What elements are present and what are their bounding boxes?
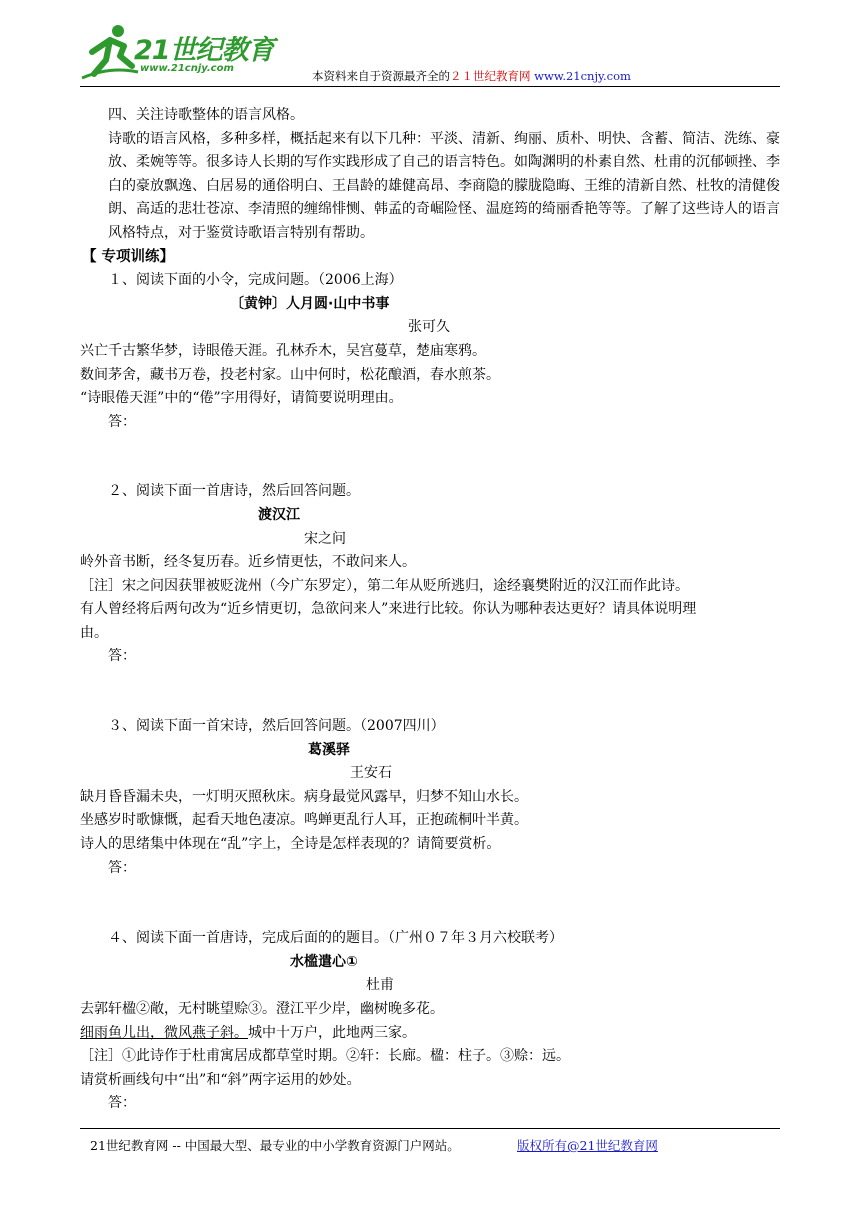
- q3-poem-title: 葛溪驿: [308, 741, 350, 758]
- q1-question: “诗眼倦天涯”中的“倦”字用得好，请简要说明理由。: [80, 390, 403, 407]
- footer-copyright-link[interactable]: 版权所有@21世纪教育网: [517, 1138, 658, 1153]
- q4-answer-label: 答：: [108, 1095, 136, 1112]
- q3-answer-space[interactable]: [80, 880, 780, 927]
- q4-prompt: ４、阅读下面一首唐诗，完成后面的的题目。（广州０７年３月六校联考）: [108, 930, 563, 947]
- intro-heading: 四、关注诗歌整体的语言风格。: [108, 107, 304, 123]
- q4-poem-line-2: [80, 1022, 780, 1046]
- q1-answer-label: 答：: [108, 413, 136, 430]
- q3-poem-line-1: 缺月昏昏漏未央，一灯明灭照秋床。病身最觉风露早，归梦不知山水长。: [80, 788, 528, 805]
- header-brand-link[interactable]: ２１世纪教育网: [450, 69, 531, 83]
- q1-poem-title: 〔黄钟〕人月圆·山中书事: [230, 295, 390, 312]
- q4-poem-title: 水槛遣心①: [290, 953, 358, 970]
- q2-poem-title: 渡汉江: [258, 506, 300, 523]
- q2-poem-author: 宋之问: [304, 530, 346, 547]
- q1-prompt: １、阅读下面的小令，完成问题。（2006上海）: [108, 272, 403, 289]
- header-note-prefix: 本资料来自于资源最齐全的: [312, 69, 450, 83]
- q3-question: 诗人的思绪集中体现在“乱”字上，全诗是怎样表现的？请简要赏析。: [80, 836, 501, 853]
- q2-prompt: ２、阅读下面一首唐诗，然后回答问题。: [108, 483, 360, 500]
- q3-poem-author: 王安石: [350, 765, 392, 782]
- q1-poem-author: 张可久: [408, 319, 450, 336]
- header-url-link[interactable]: www.21cnjy.com: [534, 69, 631, 83]
- intro-paragraph: 诗歌的语言风格，多种多样，概括起来有以下几种：平淡、清新、绚丽、质朴、明快、含蓄、简洁、洗练、豪放、柔婉等等。很多诗人长期的写作实践形成了自己的语言特色。如陶渊明的朴素自然、杜甫的沉郁顿挫、李白的豪放飘逸、白居易的通俗明白、王昌龄的雄健高昂、李商隐的朦胧隐晦、王维的清新自然、杜牧的清健俊朗、高适的悲壮苍凉、李清照的缠绵悱恻、韩孟的奇崛险怪、温庭筠的绮丽香艳等等。了解了这些诗人的语言风格特点，对于鉴赏诗歌语言特别有帮助。: [108, 130, 780, 241]
- logo-url: www.21cnjy.com: [140, 63, 234, 74]
- q4-underlined-phrase: 细雨鱼儿出，微风燕子斜。: [80, 1024, 248, 1041]
- q4-poem-line-1: 去郭轩楹②敞，无村眺望赊③。澄江平少岸，幽树晚多花。: [80, 1001, 444, 1017]
- q3-poem-line-2: 坐感岁时歌慷慨，起看天地色凄凉。鸣蝉更乱行人耳，正抱疏桐叶半黄。: [80, 812, 528, 829]
- q2-answer-label: 答：: [108, 648, 136, 665]
- q4-line-2-rest: 城中十万户，此地两三家。: [248, 1024, 416, 1041]
- q2-question-line-2: 由。: [80, 624, 108, 641]
- section-title: 【 专项训练】: [82, 248, 175, 265]
- q2-poem-line: 岭外音书断，经冬复历春。近乡情更怯，不敢问来人。: [80, 554, 416, 571]
- header-source-note: [312, 68, 631, 84]
- q4-note: ［注］①此诗作于杜甫寓居成都草堂时期。②轩：长廊。楹：柱子。③赊：远。: [80, 1048, 570, 1065]
- q2-question-line-1: 有人曾经将后两句改为“近乡情更切，急欲问来人”来进行比较。你认为哪种表达更好？请具体说明理: [80, 601, 697, 618]
- q4-question: 请赏析画线句中“出”和“斜”两字运用的妙处。: [80, 1071, 361, 1088]
- q4-poem-author: 杜甫: [366, 977, 394, 994]
- q3-answer-label: 答：: [108, 859, 136, 876]
- logo-wordmark: 21世纪教育: [134, 35, 274, 66]
- q1-poem-line-2: 数间茅舍，藏书万卷，投老村家。山中何时，松花酿酒，春水煎茶。: [80, 366, 500, 383]
- page-header: [80, 20, 780, 86]
- footer-divider: [80, 1128, 780, 1129]
- q1-answer-space[interactable]: [80, 434, 780, 480]
- runner-logo-icon: [80, 22, 140, 82]
- q2-note: ［注］宋之问因获罪被贬泷州（今广东罗定），第二年从贬所逃归，途经襄樊附近的汉江而作此诗。: [80, 577, 689, 594]
- site-logo[interactable]: [80, 20, 300, 84]
- footer-site-description: 21世纪教育网 -- 中国最大型、最专业的中小学教育资源门户网站。: [90, 1138, 460, 1153]
- document-body: [80, 104, 780, 1116]
- header-divider: [80, 86, 780, 87]
- q1-poem-line-1: 兴亡千古繁华梦，诗眼倦天涯。孔林乔木，吴宫蔓草，楚庙寒鸦。: [80, 342, 486, 359]
- q2-answer-space[interactable]: [80, 669, 780, 715]
- q3-prompt: ３、阅读下面一首宋诗，然后回答问题。（2007四川）: [108, 718, 445, 735]
